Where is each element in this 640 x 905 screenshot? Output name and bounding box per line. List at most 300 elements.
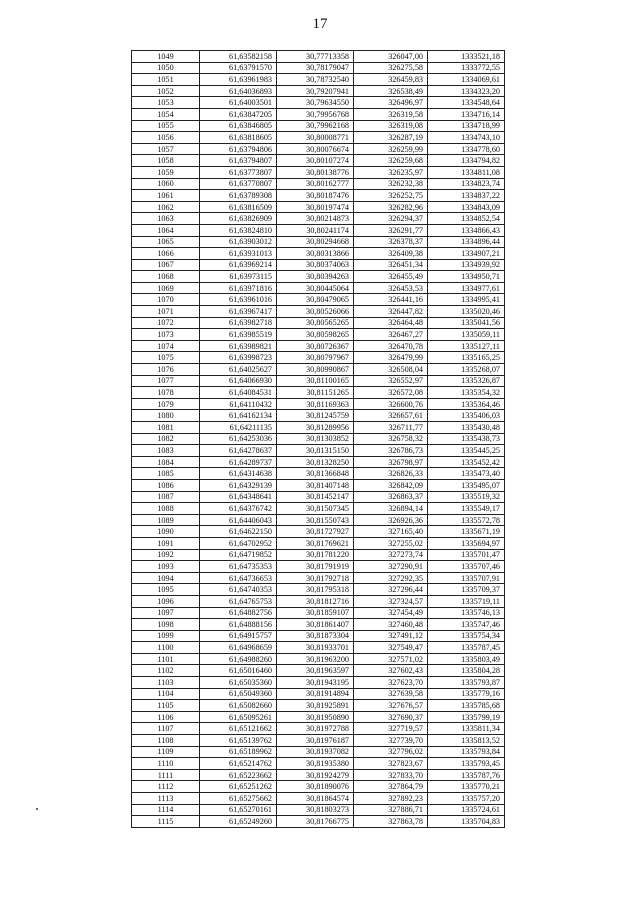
table-row <box>132 711 505 723</box>
point-number-cell: 1057 <box>132 143 200 155</box>
point-number-cell: 1051 <box>132 74 200 86</box>
y-coordinate-cell: 1335041,56 <box>428 317 505 329</box>
x-coordinate-cell: 326409,38 <box>354 248 428 260</box>
longitude-cell: 30,79207941 <box>277 85 354 97</box>
y-coordinate-cell: 1335165,25 <box>428 352 505 364</box>
y-coordinate-cell: 1335793,45 <box>428 758 505 770</box>
y-coordinate-cell: 1334794,82 <box>428 155 505 167</box>
y-coordinate-cell: 1335694,97 <box>428 537 505 549</box>
y-coordinate-cell: 1335452,42 <box>428 456 505 468</box>
latitude-cell: 61,63773807 <box>200 166 277 178</box>
latitude-cell: 61,63989821 <box>200 340 277 352</box>
point-number-cell: 1069 <box>132 282 200 294</box>
longitude-cell: 30,81972788 <box>277 723 354 735</box>
y-coordinate-cell: 1334907,21 <box>428 248 505 260</box>
table-row <box>132 352 505 364</box>
point-number-cell: 1110 <box>132 758 200 770</box>
table-row <box>132 665 505 677</box>
longitude-cell: 30,81859107 <box>277 607 354 619</box>
x-coordinate-cell: 326319,08 <box>354 120 428 132</box>
table-row <box>132 804 505 816</box>
latitude-cell: 61,64735353 <box>200 561 277 573</box>
table-row <box>132 549 505 561</box>
latitude-cell: 61,63961983 <box>200 74 277 86</box>
table-row <box>132 816 505 828</box>
x-coordinate-cell: 326786,73 <box>354 445 428 457</box>
y-coordinate-cell: 1335719,11 <box>428 595 505 607</box>
point-number-cell: 1061 <box>132 190 200 202</box>
point-number-cell: 1104 <box>132 688 200 700</box>
latitude-cell: 61,64025627 <box>200 364 277 376</box>
y-coordinate-cell: 1334548,64 <box>428 97 505 109</box>
point-number-cell: 1089 <box>132 514 200 526</box>
x-coordinate-cell: 326235,97 <box>354 166 428 178</box>
latitude-cell: 61,64719852 <box>200 549 277 561</box>
y-coordinate-cell: 1333521,18 <box>428 51 505 63</box>
table-row <box>132 468 505 480</box>
y-coordinate-cell: 1335724,61 <box>428 804 505 816</box>
y-coordinate-cell: 1334716,14 <box>428 108 505 120</box>
table-row <box>132 201 505 213</box>
longitude-cell: 30,80990867 <box>277 364 354 376</box>
table-row <box>132 769 505 781</box>
y-coordinate-cell: 1334837,22 <box>428 190 505 202</box>
table-row <box>132 132 505 144</box>
latitude-cell: 61,63982718 <box>200 317 277 329</box>
y-coordinate-cell: 1334866,43 <box>428 224 505 236</box>
longitude-cell: 30,81943195 <box>277 677 354 689</box>
longitude-cell: 30,81795318 <box>277 584 354 596</box>
y-coordinate-cell: 1335770,21 <box>428 781 505 793</box>
table-row <box>132 259 505 271</box>
x-coordinate-cell: 327864,79 <box>354 781 428 793</box>
table-row <box>132 561 505 573</box>
latitude-cell: 61,64253036 <box>200 433 277 445</box>
point-number-cell: 1079 <box>132 398 200 410</box>
latitude-cell: 61,63826909 <box>200 213 277 225</box>
longitude-cell: 30,80107274 <box>277 155 354 167</box>
table-row <box>132 630 505 642</box>
longitude-cell: 30,80445064 <box>277 282 354 294</box>
point-number-cell: 1109 <box>132 746 200 758</box>
point-number-cell: 1071 <box>132 306 200 318</box>
table-row <box>132 422 505 434</box>
x-coordinate-cell: 326657,61 <box>354 410 428 422</box>
scan-speck <box>36 808 38 810</box>
point-number-cell: 1114 <box>132 804 200 816</box>
table-row <box>132 178 505 190</box>
table-row <box>132 491 505 503</box>
longitude-cell: 30,80294668 <box>277 236 354 248</box>
latitude-cell: 61,63969214 <box>200 259 277 271</box>
x-coordinate-cell: 327886,71 <box>354 804 428 816</box>
y-coordinate-cell: 1334852,54 <box>428 213 505 225</box>
y-coordinate-cell: 1335803,49 <box>428 653 505 665</box>
latitude-cell: 61,63985519 <box>200 329 277 341</box>
table-row <box>132 700 505 712</box>
x-coordinate-cell: 326538,49 <box>354 85 428 97</box>
latitude-cell: 61,65082660 <box>200 700 277 712</box>
y-coordinate-cell: 1335787,45 <box>428 642 505 654</box>
longitude-cell: 30,80138776 <box>277 166 354 178</box>
x-coordinate-cell: 326259,99 <box>354 143 428 155</box>
longitude-cell: 30,80565265 <box>277 317 354 329</box>
latitude-cell: 61,64622150 <box>200 526 277 538</box>
latitude-cell: 61,63816509 <box>200 201 277 213</box>
x-coordinate-cell: 326378,37 <box>354 236 428 248</box>
table-row <box>132 688 505 700</box>
longitude-cell: 30,80214873 <box>277 213 354 225</box>
point-number-cell: 1094 <box>132 572 200 584</box>
x-coordinate-cell: 326453,53 <box>354 282 428 294</box>
longitude-cell: 30,81924279 <box>277 769 354 781</box>
y-coordinate-cell: 1335701,47 <box>428 549 505 561</box>
latitude-cell: 61,64314638 <box>200 468 277 480</box>
table-row <box>132 619 505 631</box>
longitude-cell: 30,80526066 <box>277 306 354 318</box>
latitude-cell: 61,63791570 <box>200 62 277 74</box>
point-number-cell: 1073 <box>132 329 200 341</box>
x-coordinate-cell: 326287,19 <box>354 132 428 144</box>
latitude-cell: 61,64765753 <box>200 595 277 607</box>
longitude-cell: 30,81766775 <box>277 816 354 828</box>
y-coordinate-cell: 1335811,34 <box>428 723 505 735</box>
longitude-cell: 30,81245759 <box>277 410 354 422</box>
table-row <box>132 677 505 689</box>
y-coordinate-cell: 1335707,91 <box>428 572 505 584</box>
table-row <box>132 85 505 97</box>
x-coordinate-cell: 326826,33 <box>354 468 428 480</box>
table-row <box>132 584 505 596</box>
y-coordinate-cell: 1335572,78 <box>428 514 505 526</box>
y-coordinate-cell: 1335704,83 <box>428 816 505 828</box>
longitude-cell: 30,81976187 <box>277 735 354 747</box>
longitude-cell: 30,80187476 <box>277 190 354 202</box>
latitude-cell: 61,64740353 <box>200 584 277 596</box>
point-number-cell: 1111 <box>132 769 200 781</box>
x-coordinate-cell: 327602,43 <box>354 665 428 677</box>
x-coordinate-cell: 326447,82 <box>354 306 428 318</box>
latitude-cell: 61,64278637 <box>200 445 277 457</box>
table-row <box>132 653 505 665</box>
longitude-cell: 30,81861407 <box>277 619 354 631</box>
table-row <box>132 723 505 735</box>
y-coordinate-cell: 1335519,32 <box>428 491 505 503</box>
latitude-cell: 61,64110432 <box>200 398 277 410</box>
y-coordinate-cell: 1335671,19 <box>428 526 505 538</box>
y-coordinate-cell: 1333772,55 <box>428 62 505 74</box>
y-coordinate-cell: 1335813,52 <box>428 735 505 747</box>
longitude-cell: 30,81315150 <box>277 445 354 457</box>
x-coordinate-cell: 326252,75 <box>354 190 428 202</box>
longitude-cell: 30,80076674 <box>277 143 354 155</box>
longitude-cell: 30,80598265 <box>277 329 354 341</box>
point-number-cell: 1096 <box>132 595 200 607</box>
x-coordinate-cell: 327639,58 <box>354 688 428 700</box>
table-row <box>132 294 505 306</box>
latitude-cell: 61,65139762 <box>200 735 277 747</box>
y-coordinate-cell: 1335799,19 <box>428 711 505 723</box>
latitude-cell: 61,63794806 <box>200 143 277 155</box>
x-coordinate-cell: 326291,77 <box>354 224 428 236</box>
latitude-cell: 61,64289737 <box>200 456 277 468</box>
latitude-cell: 61,63582158 <box>200 51 277 63</box>
y-coordinate-cell: 1335746,13 <box>428 607 505 619</box>
table-row <box>132 271 505 283</box>
y-coordinate-cell: 1334843,09 <box>428 201 505 213</box>
latitude-cell: 61,64988260 <box>200 653 277 665</box>
y-coordinate-cell: 1335549,17 <box>428 503 505 515</box>
x-coordinate-cell: 326294,37 <box>354 213 428 225</box>
latitude-cell: 61,63971816 <box>200 282 277 294</box>
longitude-cell: 30,81963200 <box>277 653 354 665</box>
x-coordinate-cell: 326455,49 <box>354 271 428 283</box>
longitude-cell: 30,81803273 <box>277 804 354 816</box>
longitude-cell: 30,80008771 <box>277 132 354 144</box>
x-coordinate-cell: 326894,14 <box>354 503 428 515</box>
point-number-cell: 1064 <box>132 224 200 236</box>
y-coordinate-cell: 1335020,46 <box>428 306 505 318</box>
latitude-cell: 61,63794807 <box>200 155 277 167</box>
latitude-cell: 61,63789308 <box>200 190 277 202</box>
table-row <box>132 306 505 318</box>
latitude-cell: 61,63998723 <box>200 352 277 364</box>
longitude-cell: 30,78732540 <box>277 74 354 86</box>
table-row <box>132 433 505 445</box>
point-number-cell: 1060 <box>132 178 200 190</box>
latitude-cell: 61,64968659 <box>200 642 277 654</box>
y-coordinate-cell: 1334069,61 <box>428 74 505 86</box>
coordinates-table <box>131 50 505 828</box>
y-coordinate-cell: 1335473,40 <box>428 468 505 480</box>
latitude-cell: 61,64036893 <box>200 85 277 97</box>
x-coordinate-cell: 327273,74 <box>354 549 428 561</box>
y-coordinate-cell: 1334743,10 <box>428 132 505 144</box>
y-coordinate-cell: 1335430,48 <box>428 422 505 434</box>
point-number-cell: 1092 <box>132 549 200 561</box>
x-coordinate-cell: 326275,58 <box>354 62 428 74</box>
x-coordinate-cell: 326047,00 <box>354 51 428 63</box>
point-number-cell: 1103 <box>132 677 200 689</box>
longitude-cell: 30,81769621 <box>277 537 354 549</box>
x-coordinate-cell: 326600,76 <box>354 398 428 410</box>
point-number-cell: 1115 <box>132 816 200 828</box>
latitude-cell: 61,65223662 <box>200 769 277 781</box>
table-row <box>132 120 505 132</box>
table-row <box>132 479 505 491</box>
x-coordinate-cell: 327739,70 <box>354 735 428 747</box>
point-number-cell: 1070 <box>132 294 200 306</box>
x-coordinate-cell: 326259,68 <box>354 155 428 167</box>
latitude-cell: 61,64882756 <box>200 607 277 619</box>
x-coordinate-cell: 326467,27 <box>354 329 428 341</box>
longitude-cell: 30,81792718 <box>277 572 354 584</box>
longitude-cell: 30,78179047 <box>277 62 354 74</box>
point-number-cell: 1065 <box>132 236 200 248</box>
y-coordinate-cell: 1335747,46 <box>428 619 505 631</box>
longitude-cell: 30,81935380 <box>277 758 354 770</box>
x-coordinate-cell: 326464,48 <box>354 317 428 329</box>
table-row <box>132 572 505 584</box>
table-row <box>132 317 505 329</box>
y-coordinate-cell: 1335785,68 <box>428 700 505 712</box>
latitude-cell: 61,64084531 <box>200 387 277 399</box>
latitude-cell: 61,64406043 <box>200 514 277 526</box>
longitude-cell: 30,81781220 <box>277 549 354 561</box>
y-coordinate-cell: 1335364,46 <box>428 398 505 410</box>
point-number-cell: 1053 <box>132 97 200 109</box>
point-number-cell: 1091 <box>132 537 200 549</box>
x-coordinate-cell: 327290,91 <box>354 561 428 573</box>
table-row <box>132 74 505 86</box>
latitude-cell: 61,63846805 <box>200 120 277 132</box>
point-number-cell: 1101 <box>132 653 200 665</box>
table-row <box>132 503 505 515</box>
y-coordinate-cell: 1334811,08 <box>428 166 505 178</box>
y-coordinate-cell: 1335707,46 <box>428 561 505 573</box>
table-row <box>132 398 505 410</box>
latitude-cell: 61,65121662 <box>200 723 277 735</box>
longitude-cell: 30,80394263 <box>277 271 354 283</box>
table-row <box>132 190 505 202</box>
y-coordinate-cell: 1335059,11 <box>428 329 505 341</box>
y-coordinate-cell: 1335779,16 <box>428 688 505 700</box>
y-coordinate-cell: 1335438,73 <box>428 433 505 445</box>
longitude-cell: 30,80479065 <box>277 294 354 306</box>
longitude-cell: 30,81937082 <box>277 746 354 758</box>
y-coordinate-cell: 1335787,76 <box>428 769 505 781</box>
x-coordinate-cell: 327571,02 <box>354 653 428 665</box>
table-row <box>132 143 505 155</box>
longitude-cell: 30,81963597 <box>277 665 354 677</box>
y-coordinate-cell: 1334939,92 <box>428 259 505 271</box>
point-number-cell: 1081 <box>132 422 200 434</box>
latitude-cell: 61,63770807 <box>200 178 277 190</box>
point-number-cell: 1074 <box>132 340 200 352</box>
latitude-cell: 61,63967417 <box>200 306 277 318</box>
point-number-cell: 1105 <box>132 700 200 712</box>
point-number-cell: 1108 <box>132 735 200 747</box>
latitude-cell: 61,65189962 <box>200 746 277 758</box>
longitude-cell: 30,81452147 <box>277 491 354 503</box>
x-coordinate-cell: 327549,47 <box>354 642 428 654</box>
y-coordinate-cell: 1334995,41 <box>428 294 505 306</box>
longitude-cell: 30,81812716 <box>277 595 354 607</box>
latitude-cell: 61,63824810 <box>200 224 277 236</box>
y-coordinate-cell: 1334718,99 <box>428 120 505 132</box>
y-coordinate-cell: 1334778,60 <box>428 143 505 155</box>
y-coordinate-cell: 1335268,07 <box>428 364 505 376</box>
x-coordinate-cell: 326758,32 <box>354 433 428 445</box>
table-row <box>132 248 505 260</box>
table-row <box>132 607 505 619</box>
point-number-cell: 1106 <box>132 711 200 723</box>
x-coordinate-cell: 327719,57 <box>354 723 428 735</box>
table-row <box>132 340 505 352</box>
latitude-cell: 61,64702952 <box>200 537 277 549</box>
x-coordinate-cell: 326282,96 <box>354 201 428 213</box>
table-row <box>132 537 505 549</box>
table-row <box>132 329 505 341</box>
x-coordinate-cell: 327892,23 <box>354 793 428 805</box>
longitude-cell: 30,81791919 <box>277 561 354 573</box>
table-row <box>132 387 505 399</box>
point-number-cell: 1088 <box>132 503 200 515</box>
latitude-cell: 61,65249260 <box>200 816 277 828</box>
latitude-cell: 61,65095261 <box>200 711 277 723</box>
point-number-cell: 1049 <box>132 51 200 63</box>
longitude-cell: 30,81864574 <box>277 793 354 805</box>
x-coordinate-cell: 327165,40 <box>354 526 428 538</box>
point-number-cell: 1066 <box>132 248 200 260</box>
longitude-cell: 30,77713358 <box>277 51 354 63</box>
y-coordinate-cell: 1335793,84 <box>428 746 505 758</box>
latitude-cell: 61,64348641 <box>200 491 277 503</box>
point-number-cell: 1050 <box>132 62 200 74</box>
table-row <box>132 108 505 120</box>
longitude-cell: 30,81328250 <box>277 456 354 468</box>
point-number-cell: 1077 <box>132 375 200 387</box>
x-coordinate-cell: 327690,37 <box>354 711 428 723</box>
longitude-cell: 30,81933701 <box>277 642 354 654</box>
longitude-cell: 30,81925891 <box>277 700 354 712</box>
table-row <box>132 746 505 758</box>
latitude-cell: 61,65016460 <box>200 665 277 677</box>
point-number-cell: 1083 <box>132 445 200 457</box>
point-number-cell: 1055 <box>132 120 200 132</box>
point-number-cell: 1100 <box>132 642 200 654</box>
latitude-cell: 61,63847205 <box>200 108 277 120</box>
x-coordinate-cell: 327324,57 <box>354 595 428 607</box>
latitude-cell: 61,63903012 <box>200 236 277 248</box>
x-coordinate-cell: 326441,16 <box>354 294 428 306</box>
x-coordinate-cell: 326863,37 <box>354 491 428 503</box>
point-number-cell: 1080 <box>132 410 200 422</box>
table-row <box>132 282 505 294</box>
x-coordinate-cell: 327292,35 <box>354 572 428 584</box>
longitude-cell: 30,81289956 <box>277 422 354 434</box>
latitude-cell: 61,63931013 <box>200 248 277 260</box>
point-number-cell: 1082 <box>132 433 200 445</box>
table-row <box>132 526 505 538</box>
longitude-cell: 30,80797967 <box>277 352 354 364</box>
x-coordinate-cell: 326798,97 <box>354 456 428 468</box>
x-coordinate-cell: 326926,36 <box>354 514 428 526</box>
latitude-cell: 61,65035360 <box>200 677 277 689</box>
x-coordinate-cell: 326842,09 <box>354 479 428 491</box>
longitude-cell: 30,81950890 <box>277 711 354 723</box>
x-coordinate-cell: 326496,97 <box>354 97 428 109</box>
x-coordinate-cell: 326508,04 <box>354 364 428 376</box>
x-coordinate-cell: 327796,02 <box>354 746 428 758</box>
point-number-cell: 1075 <box>132 352 200 364</box>
y-coordinate-cell: 1335445,25 <box>428 445 505 457</box>
point-number-cell: 1085 <box>132 468 200 480</box>
table-row <box>132 97 505 109</box>
x-coordinate-cell: 326479,99 <box>354 352 428 364</box>
table-row <box>132 224 505 236</box>
latitude-cell: 61,65214762 <box>200 758 277 770</box>
longitude-cell: 30,81507345 <box>277 503 354 515</box>
table-row <box>132 213 505 225</box>
point-number-cell: 1093 <box>132 561 200 573</box>
y-coordinate-cell: 1335757,20 <box>428 793 505 805</box>
table-row <box>132 595 505 607</box>
longitude-cell: 30,79956768 <box>277 108 354 120</box>
longitude-cell: 30,80197474 <box>277 201 354 213</box>
point-number-cell: 1067 <box>132 259 200 271</box>
x-coordinate-cell: 327255,02 <box>354 537 428 549</box>
